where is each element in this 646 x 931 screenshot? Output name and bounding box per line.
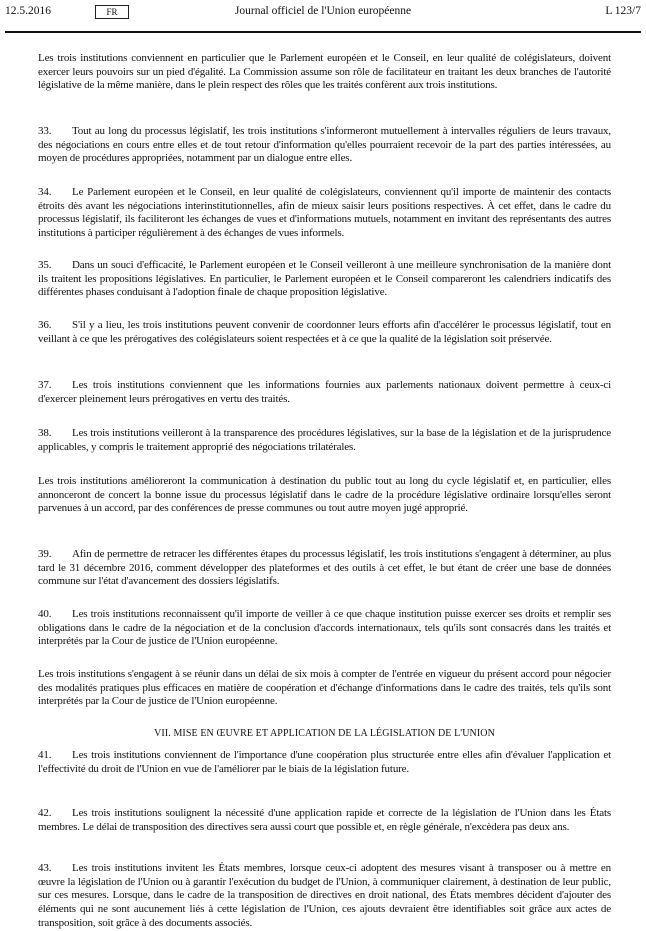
- paragraph: [38, 52, 611, 93]
- paragraph-text: Les trois institutions s'engagent à se réunir dans un délai de six mois à compter de l'entrée en vigueur du présent accord pour négocier des modalités pratiques plus efficaces en matière de coopération et d'échange d'informations dans le cadre des traités, tels qu'ils sont interprétés par la Cour de justice de l'Union européenne.: [38, 668, 611, 708]
- paragraph-35: [38, 259, 611, 300]
- language-badge: FR: [95, 5, 129, 19]
- paragraph-number: 33.: [38, 125, 52, 137]
- paragraph-text: Les trois institutions soulignent la nécessité d'une application rapide et correcte de la législation de l'Union dans les États membres. Le délai de transposition des directives sera aussi court que possible et, en règle générale, n'excèdera pas deux ans.: [38, 807, 611, 833]
- paragraph-40: [38, 608, 611, 649]
- paragraph-text: Les trois institutions conviennent en particulier que le Parlement européen et le Conseil, en leur qualité de colégislateurs, doivent exercer leurs pouvoirs sur un pied d'égalité. La Commission assume son rôle de facilitateur en traitant les deux branches de l'autorité législative de la même manière, dans le plein respect des rôles que les traités confèrent aux trois institutions.: [38, 52, 611, 92]
- paragraph-text: Les trois institutions reconnaissent qu'il importe de veiller à ce que chaque institution puisse exercer ses droits et remplir ses obligations dans le cadre de la négociation et de la conclusion d'accords internationaux, tels qu'ils sont consacrés dans les traités et interprétés par la Cour de justice de l'Union européenne.: [38, 608, 611, 648]
- paragraph-number: 38.: [38, 427, 52, 439]
- paragraph-text: Les trois institutions veilleront à la transparence des procédures législatives, sur la base de la législation et de la jurisprudence applicables, y compris le traitement approprié des négociations trilatérales.: [38, 427, 611, 453]
- paragraph: [38, 475, 611, 516]
- header-rule: [5, 31, 641, 33]
- paragraph-number: 36.: [38, 319, 52, 331]
- paragraph-number: 41.: [38, 749, 52, 761]
- paragraph-number: 37.: [38, 379, 52, 391]
- page-reference: L 123/7: [605, 5, 641, 17]
- paragraph-number: 35.: [38, 259, 52, 271]
- paragraph-41: [38, 749, 611, 776]
- paragraph-text: S'il y a lieu, les trois institutions peuvent convenir de coordonner leurs efforts afin d'accélérer le processus législatif, tout en veillant à ce que les prérogatives des colégislateurs soient respectées et à ce que la qualité de la législation soit préservée.: [38, 319, 611, 345]
- paragraph-43: [38, 862, 611, 931]
- paragraph-37: [38, 379, 611, 406]
- paragraph-33: [38, 125, 611, 166]
- section-heading: VII. MISE EN ŒUVRE ET APPLICATION DE LA LÉGISLATION DE L'UNION: [154, 728, 495, 739]
- paragraph-text: Les trois institutions conviennent de l'importance d'une coopération plus structurée entre elles afin d'évaluer l'application et l'effectivité du droit de l'Union en vue de l'améliorer par le biais de la législation future.: [38, 749, 611, 775]
- paragraph-number: 42.: [38, 807, 52, 819]
- paragraph-text: Les trois institutions invitent les États membres, lorsque ceux-ci adoptent des mesures visant à transposer ou à mettre en œuvre la législation de l'Union ou à garantir l'exécution du budget de l'Union, à communiquer clairement, à destination de leur public, sur ces mesures. Lorsque, dans le cadre de la transposition de directives en droit national, des États membres décident d'ajouter des éléments qui ne sont aucunement liés à cette législation de l'Union, ces ajouts devraient être identifiables soit grâce aux actes de transposition, soit grâce à des documents associés.: [38, 862, 611, 929]
- paragraph-text: Afin de permettre de retracer les différentes étapes du processus législatif, les trois institutions s'engagent à déterminer, au plus tard le 31 décembre 2016, comment développer des plateformes et des outils à cet effet, le but étant de créer une base de données commune sur l'état d'avancement des dossiers législatifs.: [38, 548, 611, 588]
- paragraph-text: Tout au long du processus législatif, les trois institutions s'informeront mutuellement à intervalles réguliers de leurs travaux, des négociations en cours entre elles et de tout retour d'information qu'elles pourraient recevoir de la part des parties intéressées, au moyen de procédures appropriées, notamment par un dialogue entre elles.: [38, 125, 611, 165]
- paragraph-text: Le Parlement européen et le Conseil, en leur qualité de colégislateurs, conviennent qu'il importe de maintenir des contacts étroits dès avant les négociations interinstitutionnelles, afin de mieux saisir leurs positions respectives. À cet effet, dans le cadre du processus législatif, ils faciliteront les échanges de vues et d'informations mutuels, notamment en invitant des représentants des autres institutions à participer régulièrement à des échanges de vues informels.: [38, 186, 611, 240]
- publication-date: 12.5.2016: [5, 5, 51, 17]
- journal-title: Journal officiel de l'Union européenne: [234, 5, 412, 17]
- paragraph-36: [38, 319, 611, 346]
- paragraph-42: [38, 807, 611, 834]
- paragraph: [38, 668, 611, 709]
- paragraph-number: 40.: [38, 608, 52, 620]
- paragraph-39: [38, 548, 611, 589]
- paragraph-text: Dans un souci d'efficacité, le Parlement européen et le Conseil veilleront à une meilleure synchronisation de la manière dont ils traitent les propositions législatives. En particulier, le Parlement européen et le Conseil compareront les calendriers indicatifs des différentes phases conduisant à l'adoption finale de chaque proposition législative.: [38, 259, 611, 299]
- paragraph-text: Les trois institutions conviennent que les informations fournies aux parlements nationaux doivent permettre à ceux-ci d'exercer pleinement leurs prérogatives en vertu des traités.: [38, 379, 611, 405]
- paragraph-number: 43.: [38, 862, 52, 874]
- paragraph-number: 34.: [38, 186, 52, 198]
- paragraph-38: [38, 427, 611, 454]
- paragraph-number: 39.: [38, 548, 52, 560]
- paragraph-34: [38, 186, 611, 241]
- paragraph-text: Les trois institutions amélioreront la communication à destination du public tout au long du cycle législatif et, en particulier, elles annonceront de concert la bonne issue du processus législatif dans le cadre de la procédure législative ordinaire lorsqu'elles seront parvenues à un accord, par des conférences de presse communes ou tout autre moyen jugé approprié.: [38, 475, 611, 515]
